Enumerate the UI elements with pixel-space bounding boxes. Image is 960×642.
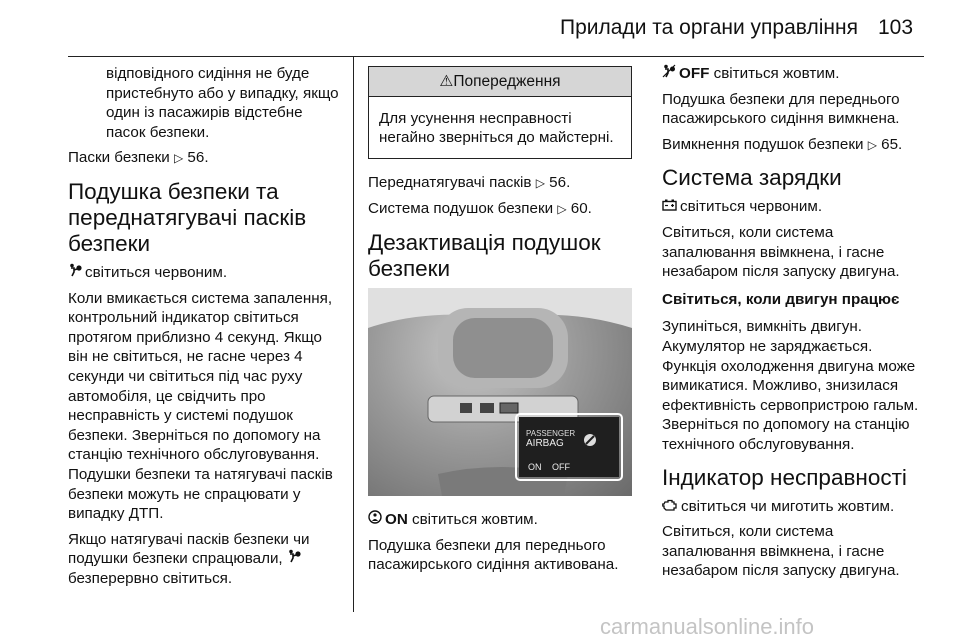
warning-text: Для усунення несправності негайно зверніться до майстерні. xyxy=(379,109,614,147)
paragraph-top: відповідного сидіння не буде пристебнуто або у випадку, якщо один із пасажирів відстебне пасок безпеки. xyxy=(106,65,339,141)
watermark: carmanualsonline.info xyxy=(600,614,815,639)
reference-pretensioners[interactable]: Переднатягувачі пасків ▷ 56. xyxy=(368,173,571,191)
mil-indicator-line: світиться чи миготить жовтим. xyxy=(662,497,924,517)
page-ref-arrow-icon: ▷ xyxy=(557,202,567,217)
airbag-off-icon xyxy=(662,64,676,84)
airbag-indicator-text: світиться червоним. xyxy=(85,263,228,281)
section-heading-charging: Система зарядки xyxy=(662,165,842,191)
overhead-console-photo xyxy=(368,288,632,496)
airbag-off-indicator-line: OFF світиться жовтим. xyxy=(662,64,924,84)
header-rule xyxy=(68,56,924,57)
off-label: OFF xyxy=(679,65,710,82)
column-2 xyxy=(368,64,632,581)
panel-label-off: OFF xyxy=(552,461,570,472)
reference-airbag-system[interactable]: Система подушок безпеки ▷ 60. xyxy=(368,200,592,218)
reference-seatbelts[interactable] xyxy=(68,148,346,169)
warning-header xyxy=(369,67,631,97)
airbag-on-indicator-line: ON світиться жовтим. xyxy=(368,510,632,530)
page-ref-arrow-icon: ▷ xyxy=(173,151,184,166)
page-ref-arrow-icon: ▷ xyxy=(867,137,877,152)
engine-check-icon xyxy=(662,497,678,517)
paragraph-airbag-off: Подушка безпеки для переднього пасажирського сидіння вимкнена. xyxy=(662,90,900,128)
page-number: 103 xyxy=(878,16,914,39)
column-3 xyxy=(662,64,924,587)
page-header-title: Прилади та органи управління xyxy=(560,16,858,39)
page-ref-arrow-icon: ▷ xyxy=(535,175,545,190)
section-heading-airbag: Подушка безпеки та переднатягувачі пасків безпеки xyxy=(68,178,307,256)
reference-text: Паски безпеки xyxy=(68,149,170,167)
panel-label-airbag: AIRBAG xyxy=(526,437,564,449)
column-1 xyxy=(68,64,346,594)
warning-box xyxy=(368,66,632,159)
airbag-on-icon xyxy=(368,510,382,530)
on-label: ON xyxy=(385,510,408,528)
battery-indicator-line: світиться червоним. xyxy=(662,197,924,217)
battery-icon xyxy=(662,197,677,217)
section-heading-deactivation: Дезактивація подушок безпеки xyxy=(368,229,601,281)
paragraph-airbag-on: Подушка безпеки для переднього пасажирського сидіння активована. xyxy=(368,536,619,574)
panel-label-passenger: PASSENGER xyxy=(526,428,576,438)
paragraph-charging: Світиться, коли система запалювання ввімкнена, і гасне незабаром після запуску двигуна. xyxy=(662,223,900,281)
paragraph-airbag-deployed: Якщо натягувачі пасків безпеки чи подушки безпеки спрацювали, безперервно світиться. xyxy=(68,530,310,587)
subheading-engine-running: Світиться, коли двигун працює xyxy=(662,290,900,308)
warning-title: Попередження xyxy=(453,73,561,90)
panel-label-on: ON xyxy=(528,461,542,472)
paragraph-malfunction: Світиться, коли система запалювання ввімкнена, і гасне незабаром після запуску двигуна. xyxy=(662,523,900,580)
airbag-indicator-line xyxy=(68,263,346,283)
column-divider xyxy=(353,57,354,612)
airbag-warning-icon xyxy=(287,549,301,569)
warning-triangle-icon: ⚠ xyxy=(439,73,454,90)
paragraph-airbag-description: Коли вмикається система запалення, контрольний індикатор світиться протягом приблизно 4 секунд. Якщо він не світиться, не гасне через 4 секунди чи світиться під час руху автомобіля, це свідчить про несправність у системі подушок безпеки. Зверніться по допомогу на станцію технічного обслуговування. Подушки безпеки та натягувачі пасків безпеки можуть не спрацювати у випадку ДТП. xyxy=(68,289,333,523)
paragraph-stop-engine: Зупиніться, вимкніть двигун. Акумулятор не заряджається. Функція охолодження двигуна може вимикатися. Можливо, знизилася ефективність сервопристрою гальм. Зверніться по допомогу на станцію технічного обслуговування. xyxy=(662,318,919,453)
airbag-warning-icon xyxy=(68,263,82,283)
reference-page: 56. xyxy=(187,149,209,167)
reference-airbag-deactivation[interactable]: Вимкнення подушок безпеки ▷ 65. xyxy=(662,135,903,153)
section-heading-malfunction: Індикатор несправності xyxy=(662,464,907,490)
